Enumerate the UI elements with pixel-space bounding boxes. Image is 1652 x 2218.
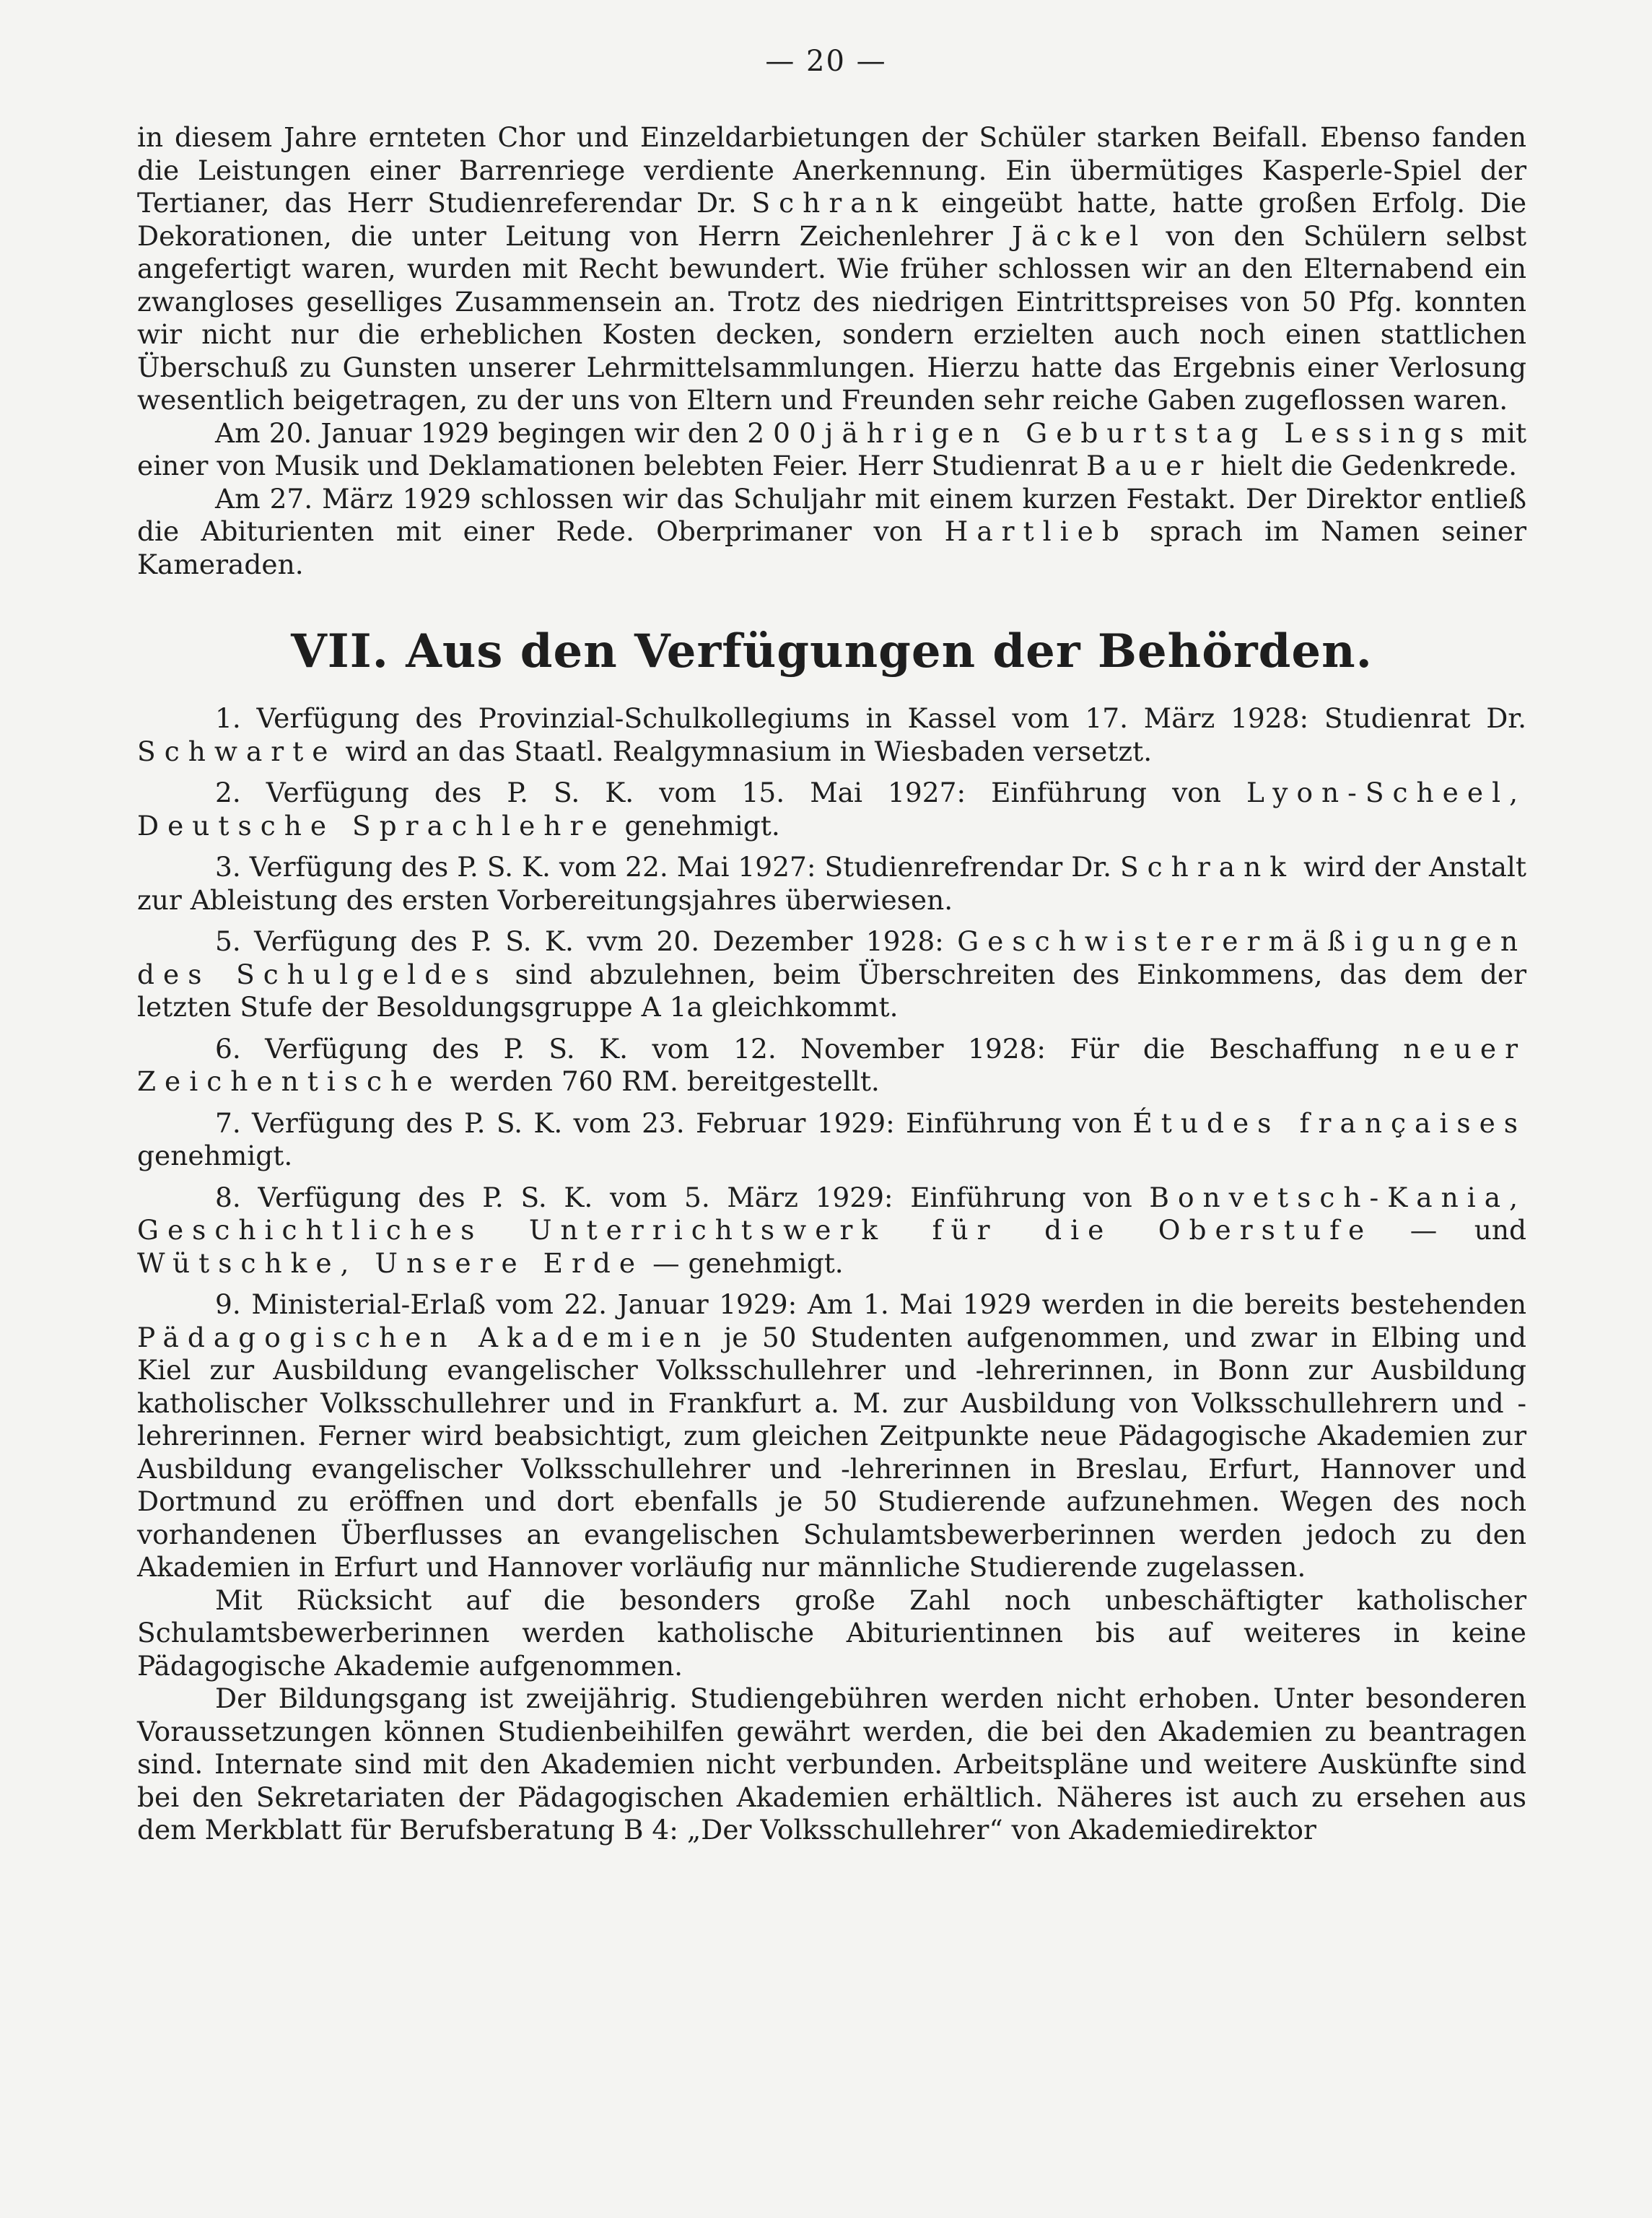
page-number: — 20 — — [765, 45, 887, 78]
intro-paragraph-3: Am 27. März 1929 schlossen wir das Schuljahr mit einem kurzen Festakt. Der Direktor entließ die Abiturienten mit einer Rede. Oberprimaner von Hartlieb sprach im Namen seiner Kameraden. — [137, 482, 1526, 580]
item-6: 6. Verfügung des P. S. K. vom 12. November 1928: Für die Beschaffung neuer Zeichentische werden 760 RM. bereitgestellt. — [137, 1032, 1526, 1097]
item-3: 3. Verfügung des P. S. K. vom 22. Mai 1927: Studienrefrendar Dr. Schrank wird der Anstalt zur Ableistung des ersten Vorbereitungsjahres überwiesen. — [137, 851, 1526, 916]
spaced-name: Schwarte — [137, 735, 337, 767]
spaced-name: Hartlieb — [944, 515, 1128, 547]
item-8: 8. Verfügung des P. S. K. vom 5. März 1929: Einführung von Bonvetsch-Kania, Geschichtliches Unterrichtswerk für die Oberstufe — und Wütschke, Unsere Erde — genehmigt. — [137, 1181, 1526, 1279]
spaced-title: Études françaises — [1132, 1106, 1526, 1139]
spaced-name: Bauer — [1086, 450, 1212, 481]
body-text — [137, 121, 1526, 1847]
item-1: 1. Verfügung des Provinzial-Schulkollegiums in Kassel vom 17. März 1928: Studienrat Dr. Schwarte wird an das Staatl. Realgymnasium in Wiesbaden versetzt. — [137, 702, 1526, 767]
spaced-name: Schrank — [751, 187, 927, 219]
spaced-phrase: neuer Zeichentische — [137, 1032, 1526, 1097]
spaced-name: Schrank — [1119, 851, 1295, 883]
paragraph-bildungsgang: Der Bildungsgang ist zweijährig. Studiengebühren werden nicht erhoben. Unter besonderen Voraussetzungen können Studienbeihilfen gewährt werden, die bei den Akademien zu beantragen sind. Internate sind mit den Akademien nicht verbunden. Arbeitspläne und weitere Auskünfte sind bei den Sekretariaten der Pädagogischen Akademien erhältlich. Näheres ist auch zu ersehen aus dem Merkblatt für Berufsberatung B 4: „Der Volksschullehrer“ von Akademiedirektor — [137, 1682, 1526, 1846]
intro-paragraph-1: in diesem Jahre ernteten Chor und Einzeldarbietungen der Schüler starken Beifall. Ebenso fanden die Leistungen einer Barrenriege verdiente Anerkennung. Ein übermütiges Kasperle-Spiel der Tertianer, das Herr Studienreferendar Dr. Schrank eingeübt hatte, hatte großen Erfolg. Die Dekorationen, die unter Leitung von Herrn Zeichenlehrer Jäckel von den Schülern selbst angefertigt waren, wurden mit Recht bewundert. Wie früher schlossen wir an den Elternabend ein zwangloses geselliges Zusammensein an. Trotz des niedrigen Eintrittspreises von 50 Pfg. konnten wir nicht nur die erheblichen Kosten decken, sondern erzielten auch noch einen stattlichen Überschuß zu Gunsten unserer Lehrmittelsammlungen. Hierzu hatte das Ergebnis einer Verlosung wesentlich beigetragen, zu der uns von Eltern und Freunden sehr reiche Gaben zugeflossen waren. — [137, 121, 1527, 416]
spaced-phrase: Geschwisterermäßigungen des Schulgeldes — [137, 925, 1526, 990]
item-5: 5. Verfügung des P. S. K. vvm 20. Dezember 1928: Geschwisterermäßigungen des Schulgeldes sind abzulehnen, beim Überschreiten des Einkommens, das dem der letzten Stufe der Besoldungsgruppe A 1a gleichkommt. — [137, 925, 1527, 1023]
spaced-name: Jäckel — [1011, 219, 1148, 252]
section-heading: VII. Aus den Verfügungen der Behörden. — [291, 624, 1373, 678]
paragraph-mit-ruecksicht: Mit Rücksicht auf die besonders große Zahl noch unbeschäftigter katholischer Schulamtsbewerberinnen werden katholische Abiturientinnen bis auf weiteres in keine Pädagogische Akademie aufgenommen. — [137, 1584, 1526, 1682]
spaced-phrase: 200jährigen Geburtstag Lessings — [747, 416, 1473, 449]
spaced-phrase: Pädagogischen Akademien — [137, 1321, 710, 1353]
item-9: 9. Ministerial-Erlaß vom 22. Januar 1929: Am 1. Mai 1929 werden in die bereits bestehenden Pädagogischen Akademien je 50 Studenten aufgenommen, und zwar in Elbing und Kiel zur Ausbildung evangelischer Volksschullehrer und -lehrerinnen, in Bonn zur Ausbildung katholischer Volksschullehrer und in Frankfurt a. M. zur Ausbildung von Volksschullehrern und -lehrerinnen. Ferner wird beabsichtigt, zum gleichen Zeitpunkte neue Pädagogische Akademien zur Ausbildung evangelischer Volksschullehrer und -lehrerinnen in Breslau, Erfurt, Hannover und Dortmund zu eröffnen und dort ebenfalls je 50 Studierende aufzunehmen. Wegen des noch vorhandenen Überflusses an evangelischen Schulamtsbewerberinnen werden jedoch zu den Akademien in Erfurt und Hannover vorläufig nur männliche Studierende zugelassen. — [137, 1288, 1527, 1583]
intro-paragraph-2: Am 20. Januar 1929 begingen wir den 200jährigen Geburtstag Lessings mit einer von Musik und Deklamationen belebten Feier. Herr Studienrat Bauer hielt die Gedenkrede. — [137, 416, 1527, 481]
spaced-title: Wütschke, Unsere Erde — [137, 1246, 644, 1279]
spaced-title: Lyon-Scheel, Deutsche Sprachlehre — [137, 777, 1526, 842]
item-2: 2. Verfügung des P. S. K. vom 15. Mai 1927: Einführung von Lyon-Scheel, Deutsche Sprachlehre genehmigt. — [137, 777, 1526, 842]
item-7: 7. Verfügung des P. S. K. vom 23. Februar 1929: Einführung von Études françaises genehmigt. — [137, 1106, 1526, 1171]
spaced-title: Bonvetsch-Kania, Geschichtliches Unterrichtswerk für die Oberstufe — [137, 1181, 1526, 1246]
